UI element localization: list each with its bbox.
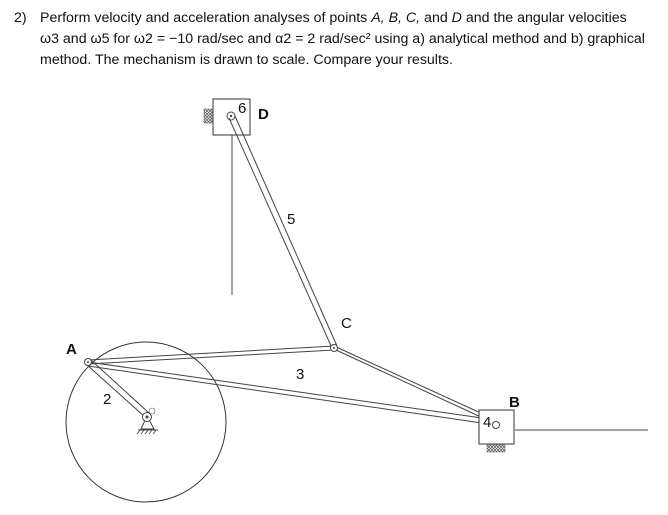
ground-hatch-b (487, 445, 505, 452)
link-5 (229, 116, 337, 348)
label-d: D (258, 106, 269, 123)
pin-b (493, 422, 500, 429)
problem-points: A, B, C, (371, 10, 421, 26)
label-c: C (341, 315, 352, 332)
label-a: A (66, 341, 77, 358)
problem-line-3: method. The mechanism is drawn to scale. Compare your results. (40, 52, 453, 68)
link-3-ac (88, 346, 334, 364)
problem-line-2: ω3 and ω5 for ω2 = −10 rad/sec and α2 = 2 rad/sec² using a) analytical method and b) graphical (40, 31, 645, 47)
problem-line-1-end: and the angular velocities (461, 10, 627, 26)
label-link-6: 6 (238, 100, 247, 117)
link-3-cb (334, 346, 496, 424)
pin-d-center (230, 115, 232, 117)
problem-and: and (420, 10, 452, 26)
label-link-4: 4 (483, 414, 492, 431)
link-2-crank (86, 360, 149, 417)
problem-line-1-text: Perform velocity and acceleration analyses of points (40, 10, 372, 26)
label-link-3: 3 (296, 366, 305, 383)
label-link-5: 5 (287, 211, 296, 228)
label-b: B (509, 394, 520, 411)
problem-number: 2) (14, 10, 27, 26)
label-link-2: 2 (103, 391, 112, 408)
ground-hatch-d (204, 109, 212, 123)
pin-a-center (87, 361, 89, 363)
pin-c-center (333, 347, 335, 349)
problem-point-d: D (451, 10, 462, 26)
